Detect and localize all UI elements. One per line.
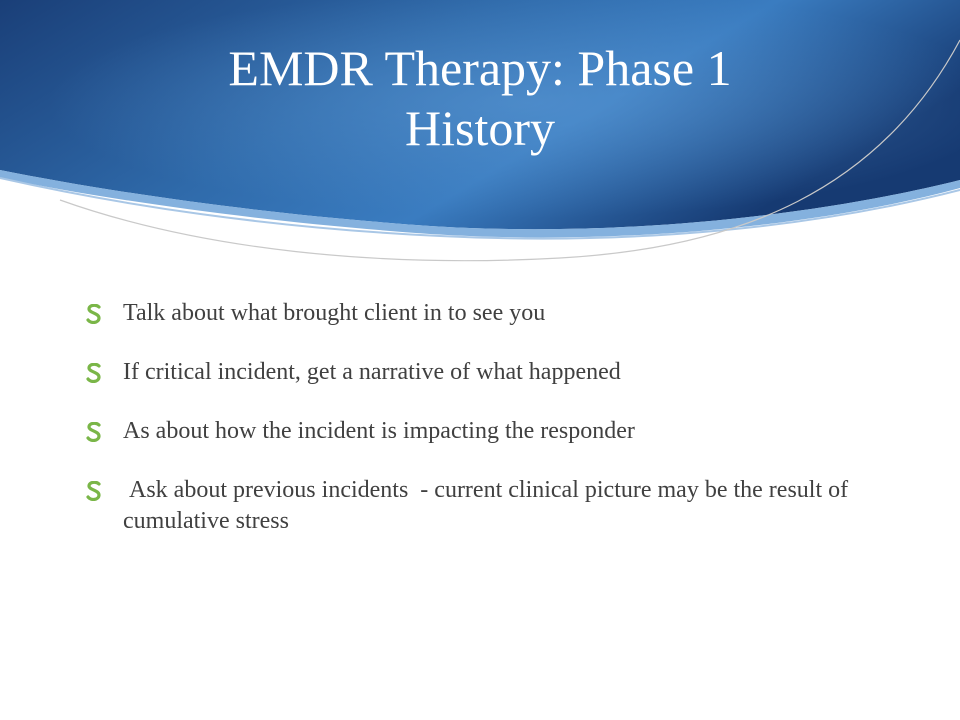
bullet-list: [86, 298, 886, 565]
list-item: [86, 475, 886, 537]
slide-title: [80, 38, 880, 158]
list-item: [86, 298, 886, 329]
s-swirl-icon: [86, 481, 102, 501]
slide-title-line-1: EMDR Therapy: Phase 1: [228, 40, 732, 96]
bullet-text: Ask about previous incidents - current clinical picture may be the result of cumulative stress: [123, 477, 855, 534]
list-item: [86, 416, 886, 447]
bullet-text: Talk about what brought client in to see you: [123, 300, 546, 326]
bullet-text: As about how the incident is impacting the responder: [123, 418, 635, 444]
bullet-text: If critical incident, get a narrative of what happened: [123, 359, 621, 385]
s-swirl-icon: [86, 422, 102, 442]
list-item: [86, 357, 886, 388]
s-swirl-icon: [86, 304, 102, 324]
s-swirl-icon: [86, 363, 102, 383]
slide-title-line-2: History: [405, 100, 555, 156]
